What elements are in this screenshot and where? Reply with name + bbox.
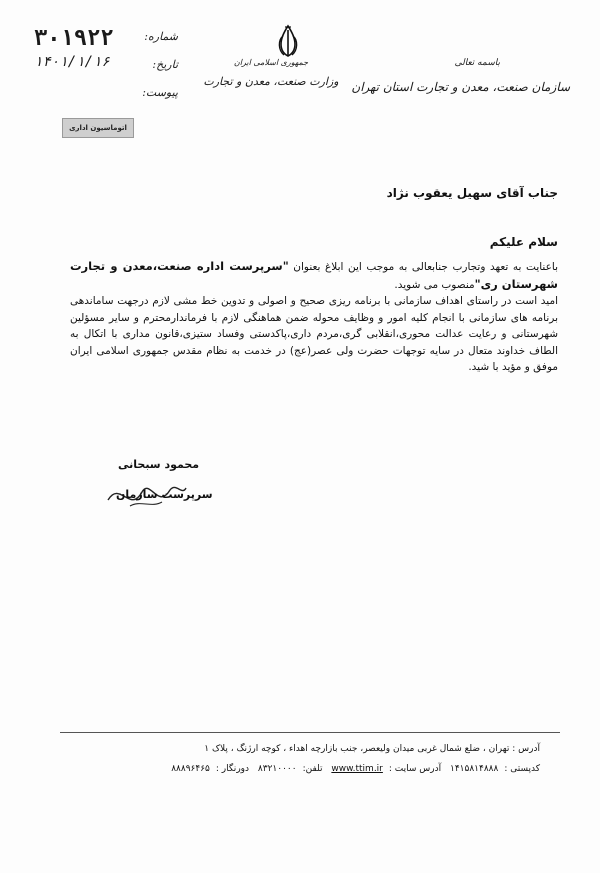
automation-stamp: اتوماسیون اداری: [62, 118, 134, 138]
footer-address: آدرس : تهران ، ضلع شمال غربی میدان ولیعصر، جنب بازارچه اهداء ، کوچه ارژنگ ، پلاک ۱: [204, 744, 540, 754]
paragraph-duties: امید است در راستای اهداف سازمانی با برنامه ریزی صحیح و اصولی و تدوین خط مشی لازم درجهت ساماندهی برنامه های سازمانی با انجام کلیه امور و وظایف محوله ضمن هماهنگی لازم با فرماندارمحترم و سایر مسؤلین شهرستانی و رعایت عدالت محوری،انقلابی گری،مردم داری،پاکدستی وفساد ستیزی،قانون مداری با اتکال به الطاف خداوند متعال در سایه توجهات حضرت ولی عصر(عج) در خدمت به نظام مقدس جمهوری اسلامی ایران موفق و مؤید با شید.: [70, 295, 558, 373]
attachment-row: [28, 82, 178, 110]
iran-emblem-icon: [268, 22, 308, 62]
letter-date: ۱۴۰۱/۱/۱۶: [34, 54, 110, 70]
ministry-name: وزارت صنعت، معدن و تجارت: [203, 75, 339, 88]
appointment-position: "سرپرست اداره صنعت،معدن و تجارت شهرستان ری": [70, 259, 558, 291]
appointment-text: باعنایت به تعهد وتجارب جنابعالی به موجب این ابلاغ بعنوان: [288, 261, 558, 273]
website-link[interactable]: www.ttim.ir: [331, 764, 383, 774]
greeting-line: سلام علیکم: [489, 235, 558, 249]
fax-number: ۸۸۸۹۶۴۶۵: [171, 764, 210, 774]
fax-label: دورنگار :: [215, 764, 250, 774]
letter-meta: [28, 26, 178, 110]
postal-code: ۱۴۱۵۸۱۴۸۸۸: [450, 764, 499, 774]
ministry-heading: [196, 58, 346, 88]
letter-body: [70, 258, 558, 376]
appointment-tail: منصوب می شوید.: [394, 278, 475, 291]
signer-name: محمود سبحانی: [118, 458, 200, 471]
recipient-line: جناب آقای سهیل یعقوب نژاد: [386, 186, 558, 200]
organization-name: سازمان صنعت، معدن و تجارت استان تهران: [351, 80, 570, 94]
letter-number: ۳۰۱۹۲۲: [34, 26, 114, 51]
number-label: شماره:: [144, 30, 178, 43]
phone-number: ۸۳۲۱۰۰۰۰: [257, 764, 297, 774]
footer-divider: [60, 732, 560, 733]
organization-heading: [330, 58, 570, 94]
attachment-label: پیوست:: [142, 86, 178, 99]
footer-contact: [80, 764, 540, 774]
date-label: تاریخ:: [152, 58, 178, 71]
date-row: [28, 54, 178, 82]
postal-label: کدپستی :: [504, 764, 540, 774]
paragraph-appointment: [70, 258, 558, 293]
site-label: آدرس سایت :: [388, 764, 442, 774]
number-row: [28, 26, 178, 54]
invocation-text: باسمه تعالی: [454, 58, 500, 68]
republic-name: جمهوری اسلامی ایران: [233, 58, 309, 67]
phone-label: تلفن:: [302, 764, 323, 774]
signer-title: سرپرست سازمان: [116, 488, 213, 501]
